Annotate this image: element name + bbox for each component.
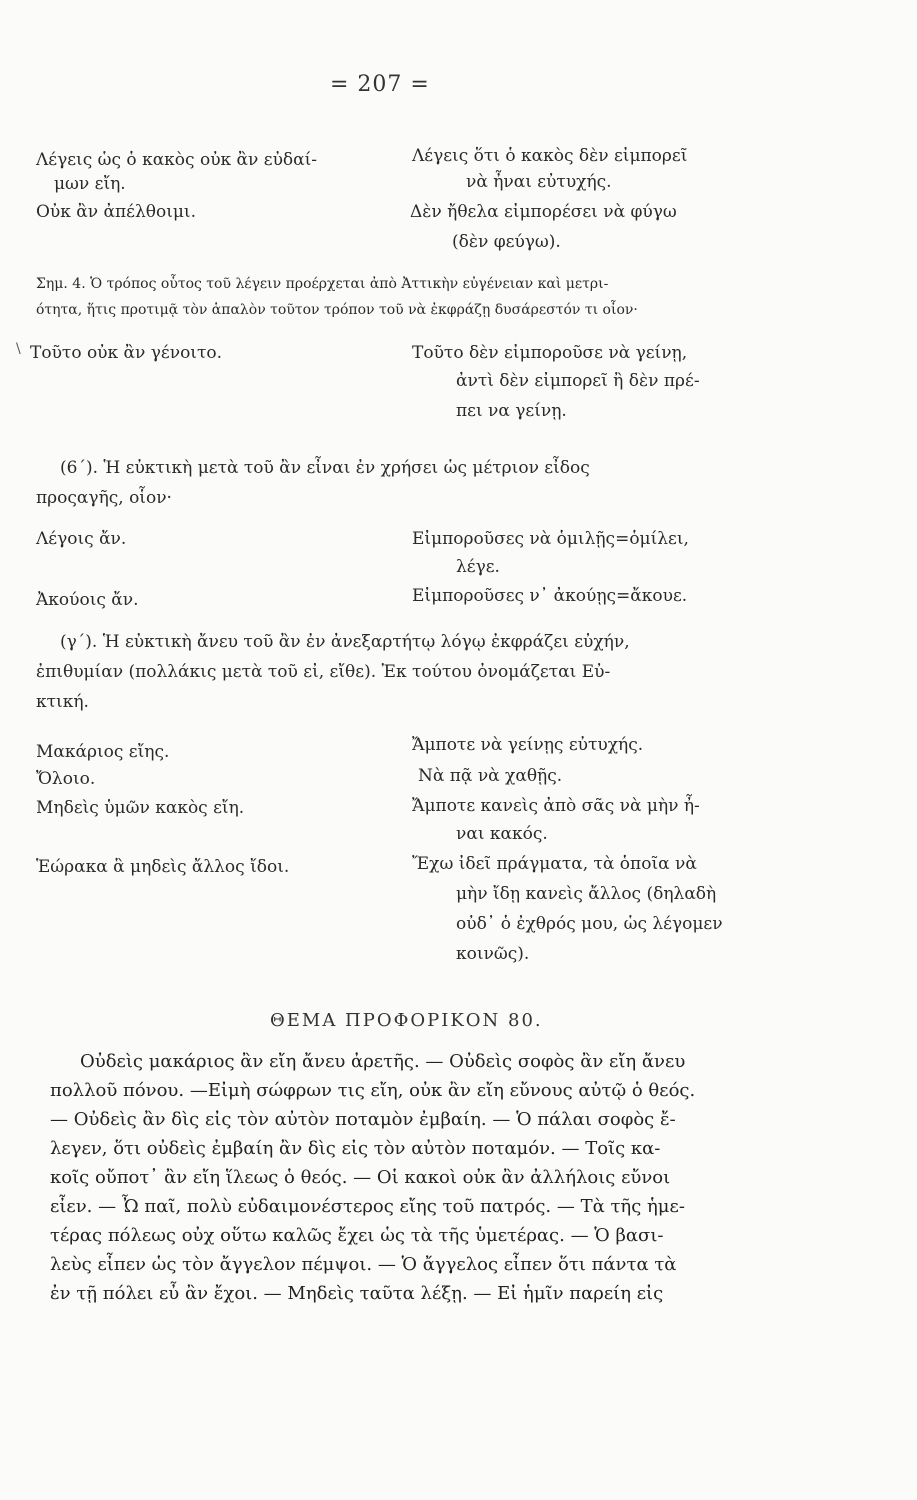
table3-right-line-3: Εἰμποροῦσες ν᾽ ἀκούῃς=ἄκουε. — [412, 586, 688, 606]
table1-left-line-1: Λέγεις ὡς ὁ κακὸς οὐκ ἂν εὐδαί- — [36, 150, 318, 170]
table1-left-line-2: μων εἴη. — [54, 174, 126, 194]
table1-right-line-3: Δὲν ἤθελα εἰμπορέσει νὰ φύγω — [410, 202, 677, 222]
reading-line-7: τέρας πόλεως οὐχ οὕτω καλῶς ἔχει ὡς τὰ τῆς ὑμετέρας. — Ὁ βασι- — [50, 1225, 664, 1246]
reading-line-4: λεγεν, ὅτι οὐδεὶς ἐμβαίη ἂν δὶς εἰς τὸν αὐτὸν ποταμόν. — Τοῖς κα- — [50, 1138, 661, 1159]
table1-right-line-1: Λέγεις ὅτι ὁ κακὸς δὲν εἰμπορεῖ — [412, 146, 688, 166]
table1-left-line-3: Οὐκ ἂν ἀπέλθοιμι. — [36, 202, 197, 222]
table4-right-line-5: Ἔχω ἰδεῖ πράγματα, τὰ ὁποῖα νὰ — [412, 854, 697, 874]
exercise-heading: ΘΕΜΑ ΠΡΟΦΟΡΙΚΟΝ 80. — [270, 1010, 543, 1031]
table4-right-line-6: μὴν ἴδῃ κανεὶς ἄλλος (δηλαδὴ — [456, 884, 717, 904]
table4-right-line-4: ναι κακός. — [456, 824, 548, 844]
table4-right-line-1: Ἄμποτε νὰ γείνῃς εὐτυχής. — [412, 735, 644, 755]
reading-line-5: κοῖς οὔποτ᾽ ἂν εἴη ἵλεως ὁ θεός. — Οἱ κακοὶ οὐκ ἂν ἀλλήλοις εὔνοι — [50, 1167, 671, 1188]
table2-right-line-2: ἀντὶ δὲν εἰμπορεῖ ἢ δὲν πρέ- — [456, 371, 700, 391]
table2-right-line-1: Τοῦτο δὲν εἰμποροῦσε νὰ γείνῃ, — [412, 343, 688, 363]
section-b-line-1: (6΄). Ἡ εὐκτικὴ μετὰ τοῦ ἂν εἶναι ἐν χρήσει ὡς μέτριον εἶδος — [60, 458, 590, 478]
table1-right-line-4: (δὲν φεύγω). — [452, 232, 561, 252]
table2-right-line-3: πει να γείνῃ. — [456, 401, 567, 421]
table4-right-line-7: οὐδ᾽ ὁ ἐχθρός μου, ὡς λέγομεν — [456, 914, 723, 934]
margin-mark: \ — [16, 341, 21, 357]
page-number: = 207 = — [330, 72, 430, 97]
section-c-line-2: ἐπιθυμίαν (πολλάκις μετὰ τοῦ εἰ, εἴθε). Ἐκ τούτου ὀνομάζεται Εὐ- — [36, 662, 611, 682]
reading-line-6: εἶεν. — Ὦ παῖ, πολὺ εὐδαιμονέστερος εἴης τοῦ πατρός. — Τὰ τῆς ἡμε- — [50, 1196, 685, 1217]
table4-left-line-1: Μακάριος εἴης. — [36, 742, 170, 762]
table4-right-line-8: κοινῶς). — [456, 944, 530, 964]
table4-right-line-3: Ἄμποτε κανεὶς ἀπὸ σᾶς νὰ μὴν ἦ- — [412, 796, 700, 816]
table3-left-line-2: Ἀκούοις ἄν. — [36, 590, 139, 610]
note-line-1: Σημ. 4. Ὁ τρόπος οὗτος τοῦ λέγειν προέρχεται ἀπὸ Ἀττικὴν εὐγένειαν καὶ μετρι- — [36, 276, 609, 292]
table4-left-line-4: Ἑώρακα ἃ μηδεὶς ἄλλος ἴδοι. — [36, 857, 290, 877]
table4-left-line-3: Μηδεὶς ὑμῶν κακὸς εἴη. — [36, 798, 245, 818]
table1-right-line-2: νὰ ἦναι εὐτυχής. — [466, 172, 612, 192]
reading-line-8: λεὺς εἶπεν ὡς τὸν ἄγγελον πέμψοι. — Ὁ ἄγγελος εἶπεν ὅτι πάντα τὰ — [50, 1254, 677, 1275]
table3-right-line-1: Εἰμποροῦσες νὰ ὁμιλῇς=ὁμίλει, — [412, 529, 689, 549]
reading-line-3: — Οὐδεὶς ἂν δὶς εἰς τὸν αὐτὸν ποταμὸν ἐμβαίη. — Ὁ πάλαι σοφὸς ἔ- — [50, 1109, 676, 1130]
reading-line-9: ἐν τῇ πόλει εὖ ἂν ἔχοι. — Μηδεὶς ταῦτα λέξῃ. — Εἰ ἡμῖν παρείη εἰς — [50, 1283, 664, 1304]
note-line-2: ότητα, ἥτις προτιμᾷ τὸν ἁπαλὸν τοῦτον τρόπον τοῦ νὰ ἐκφράζῃ δυσάρεστόν τι οἷον· — [36, 302, 638, 318]
section-c-line-3: κτική. — [36, 692, 89, 712]
table3-left-line-1: Λέγοις ἄν. — [36, 529, 127, 549]
table4-right-line-2: Νὰ πᾷ νὰ χαθῇς. — [418, 766, 563, 786]
reading-paragraph — [50, 1047, 795, 1308]
reading-line-1: Οὐδεὶς μακάριος ἂν εἴη ἄνευ ἀρετῆς. — Οὐδεὶς σοφὸς ἂν εἴη ἄνευ — [80, 1051, 686, 1072]
reading-line-2: πολλοῦ πόνου. —Εἰμὴ σώφρων τις εἴη, οὐκ ἂν εἴη εὔνους αὐτῷ ὁ θεός. — [50, 1080, 696, 1101]
section-b-line-2: προςαγῆς, οἷον· — [36, 488, 172, 508]
table3-right-line-2: λέγε. — [456, 557, 500, 577]
table4-left-line-2: Ὄλοιο. — [36, 769, 96, 789]
section-c-line-1: (γ΄). Ἡ εὐκτικὴ ἄνευ τοῦ ἂν ἐν ἀνεξαρτήτῳ λόγῳ ἐκφράζει εὐχήν, — [60, 632, 630, 652]
table2-left-line-1: Τοῦτο οὐκ ἂν γένοιτο. — [30, 343, 223, 363]
